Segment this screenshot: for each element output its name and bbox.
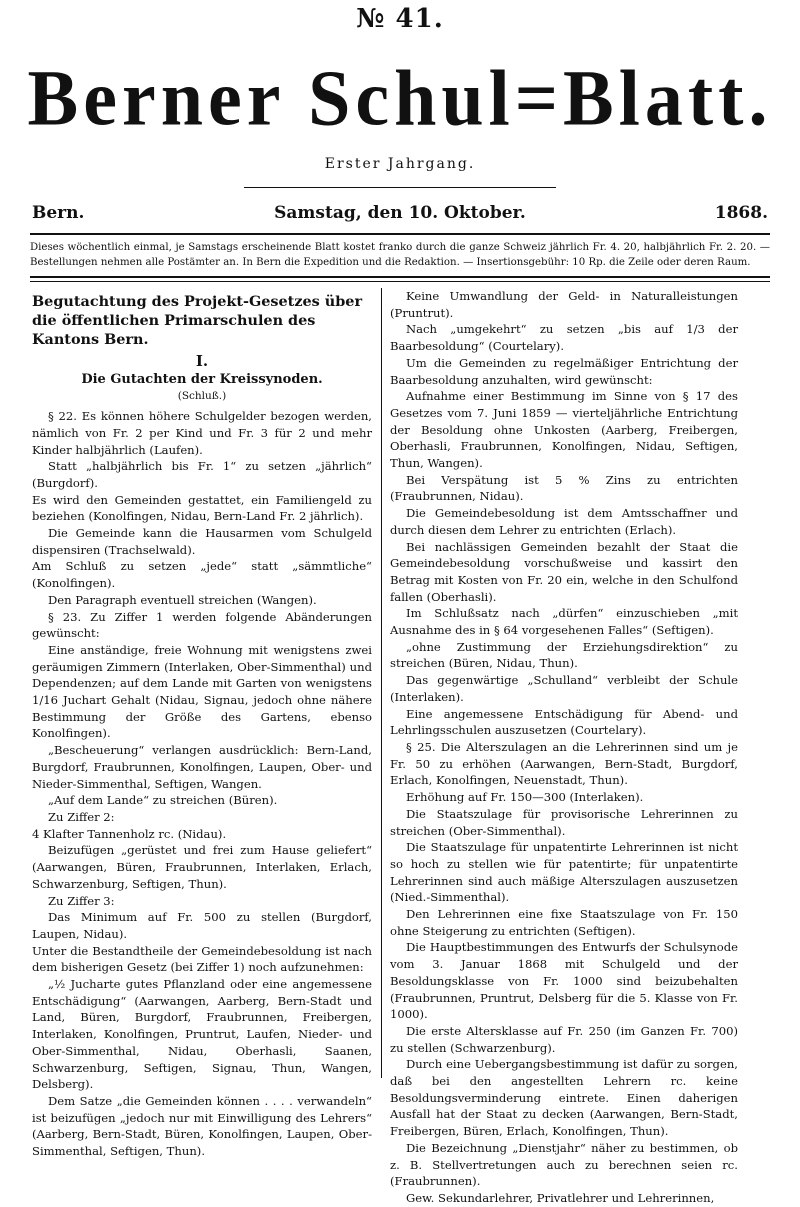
dateline-year: 1868. [714,203,768,223]
dateline-place: Bern. [32,203,85,223]
paragraph: Nach „umgekehrt“ zu setzen „bis auf 1/3 der Baarbesoldung“ (Courtelary). [390,322,738,354]
section-number: I. [195,352,209,370]
paragraph: § 22. Es können höhere Schulgelder bezogen werden, nämlich von Fr. 2 per Kind und Fr. 3 für 2 und mehr Kinder halbjährlich (Laufen). [32,409,372,457]
paragraph: Erhöhung auf Fr. 150—300 (Interlaken). [406,790,644,805]
paragraph: Die Bezeichnung „Dienstjahr“ näher zu bestimmen, ob z. B. Stellvertretungen auch zu berechnen seien rc. (Fraubrunnen). [390,1140,738,1189]
paragraph: Die Gemeinde kann die Hausarmen vom Schulgeld dispensiren (Trachselwald). [32,526,372,557]
paragraph: Den Lehrerinnen eine fixe Staatszulage von Fr. 150 ohne Steigerung zu entrichten (Seftigen). [390,907,738,938]
paragraph: § 25. Die Alterszulagen an die Lehrerinnen sind um je Fr. 50 zu erhöhen (Aarwangen, Bern-Stadt, Burgdorf, Erlach, Konolfingen, Neuenstadt, Thun). [390,739,738,788]
paragraph: Gew. Sekundarlehrer, Privatlehrer und Lehrerinnen, [406,1190,715,1205]
paragraph: Die Hauptbestimmungen des Entwurfs der Schulsynode vom 3. Januar 1868 mit Schulgeld und der Besoldungsklasse von Fr. 1000 sind beizubehalten (Fraubrunnen, Pruntrut, Delsberg für die 5. Klasse von Fr. 1000). [390,940,738,1022]
paragraph: Zu Ziffer 3: [48,893,115,908]
paragraph: Die Gemeindebesoldung ist dem Amtsschaffner und durch diesen dem Lehrer zu entrichten (Erlach). [390,506,738,537]
paragraph: „ohne Zustimmung der Erziehungsdirektion“ zu streichen (Büren, Nidau, Thun). [390,639,738,671]
paragraph: „Auf dem Lande“ zu streichen (Büren). [48,793,278,808]
issue-number: № 41. [356,4,444,34]
right-column [390,288,738,1207]
paragraph: Im Schlußsatz nach „dürfen“ einzuschieben „mit Ausnahme des in § 64 vorgesehenen Falles“ (Seftigen). [390,606,738,638]
paragraph: Eine anständige, freie Wohnung mit wenigstens zwei geräumigen Zimmern (Interlaken, Ober-Simmenthal) und Dependenzen; auf dem Lande mit Garten von wenigstens 1/16 Juchart Gehalt (Nidau, Signau, jedoch ohne nähere Bestimmung der Größe des Gartens, ebenso Konolfingen). [32,642,372,741]
paragraph: Um die Gemeinden zu regelmäßiger Entrichtung der Baarbesoldung anzuhalten, wird gewünscht: [390,355,738,387]
ornament-rule [244,187,556,188]
paragraph: Das gegenwärtige „Schulland“ verbleibt der Schule (Interlaken). [390,673,738,704]
paragraph: Es wird den Gemeinden gestattet, ein Familiengeld zu beziehen (Konolfingen, Nidau, Bern-Land Fr. 2 jährlich). [32,492,372,524]
paragraph: Unter die Bestandtheile der Gemeindebesoldung ist nach dem bisherigen Gesetz (bei Ziffer 1) noch aufzunehmen: [32,943,372,975]
left-column [32,288,372,1160]
paragraph: „½ Jucharte gutes Pflanzland oder eine angemessene Entschädigung“ (Aarwangen, Aarberg, Bern-Stadt und Land, Büren, Burgdorf, Fraubrunnen, Freibergen, Interlaken, Konolfingen, Pruntrut, Laufen, Nieder- und Ober-Simmenthal, Nidau, Oberhasli, Saanen, Schwarzenburg, Seftigen, Signau, Thun, Wangen, Delsberg). [32,977,372,1092]
paragraph: Keine Umwandlung der Geld- in Naturalleistungen (Pruntrut). [390,289,738,320]
section-subhead: Die Gutachten der Kreissynoden. [81,371,323,387]
dateline [32,203,768,229]
paragraph: Bei nachlässigen Gemeinden bezahlt der Staat die Gemeindebesoldung vorschußweise und kassirt den Betrag mit Kosten von Fr. 20 ein, welche in den Schulfond fallen (Oberhasli). [390,539,738,604]
dateline-date: Samstag, den 10. Oktober. [274,203,526,223]
paragraph: Dem Satze „die Gemeinden können . . . . verwandeln“ ist beizufügen „jedoch nur mit Einwilligung des Lehrers“ (Aarberg, Bern-Stadt, Büren, Konolfingen, Laupen, Ober-Simmenthal, Seftigen, Thun). [32,1093,372,1159]
masthead-title: Berner Schul=Blatt. [27,53,773,143]
paragraph: Beizufügen „gerüstet und frei zum Hause geliefert“ (Aarwangen, Büren, Fraubrunnen, Interlaken, Erlach, Schwarzenburg, Seftigen, Thun). [32,843,372,891]
paragraph: Den Paragraph eventuell streichen (Wangen). [48,592,317,607]
paragraph: „Bescheuerung“ verlangen ausdrücklich: Bern-Land, Burgdorf, Fraubrunnen, Konolfingen, Laupen, Ober- und Nieder-Simmenthal, Seftigen, Wangen. [32,743,372,791]
paragraph: Durch eine Uebergangsbestimmung ist dafür zu sorgen, daß bei den angestellten Lehrern rc. keine Besoldungsverminderung eintrete. Einen daherigen Ausfall hat der Staat zu decken (Aarwangen, Bern-Stadt, Freibergen, Büren, Erlach, Konolfingen, Thun). [390,1057,738,1139]
paragraph: Aufnahme einer Bestimmung im Sinne von § 17 des Gesetzes vom 7. Juni 1859 — vierteljährliche Entrichtung der Besoldung ohne Unkosten (Aarberg, Freibergen, Oberhasli, Fraubrunnen, Konolfingen, Nidau, Seftigen, Thun, Wangen). [390,389,738,471]
paragraph: 4 Klafter Tannenholz rc. (Nidau). [32,826,227,841]
paragraph: Statt „halbjährlich bis Fr. 1“ zu setzen „jährlich“ (Burgdorf). [32,459,372,490]
volume-subtitle: Erster Jahrgang. [324,156,476,172]
paragraph: Das Minimum auf Fr. 500 zu stellen (Burgdorf, Laupen, Nidau). [32,910,372,941]
paragraph: Eine angemessene Entschädigung für Abend- und Lehrlingsschulen auszusetzen (Courtelary). [390,706,738,738]
paragraph: Die erste Altersklasse auf Fr. 250 (im Ganzen Fr. 700) zu stellen (Schwarzenburg). [390,1023,738,1055]
header-rule [30,233,770,235]
paragraph: Die Staatszulage für unpatentirte Lehrerinnen ist nicht so hoch zu stellen wie für patentirte; für unpatentirte Lehrerinnen sind auch mäßige Alterszulagen auszusetzen (Nied.-Simmenthal). [390,840,738,905]
column-divider [381,288,382,1078]
continuation-note: (Schluß.) [177,390,227,403]
notice-rule [30,276,770,282]
paragraph: Die Staatszulage für provisorische Lehrerinnen zu streichen (Ober-Simmenthal). [390,806,738,838]
paragraph: Zu Ziffer 2: [48,809,115,824]
subscription-notice: Dieses wöchentlich einmal, je Samstags erscheinende Blatt kostet franko durch die ganze Schweiz jährlich Fr. 4. 20, halbjährlich Fr. 2. 20. — Bestellungen nehmen alle Postämter an. In Bern die Expedition und die Redaktion. — Insertionsgebühr: 10 Rp. die Zeile oder deren Raum. [30,242,770,268]
paragraph: § 23. Zu Ziffer 1 werden folgende Abänderungen gewünscht: [32,609,372,641]
paragraph: Bei Verspätung ist 5 % Zins zu entrichten (Fraubrunnen, Nidau). [390,472,738,504]
article-headline: Begutachtung des Projekt-Gesetzes über die öffentlichen Primarschulen des Kantons Bern. [32,293,363,348]
paragraph: Am Schluß zu setzen „jede“ statt „sämmtliche“ (Konolfingen). [32,559,372,591]
